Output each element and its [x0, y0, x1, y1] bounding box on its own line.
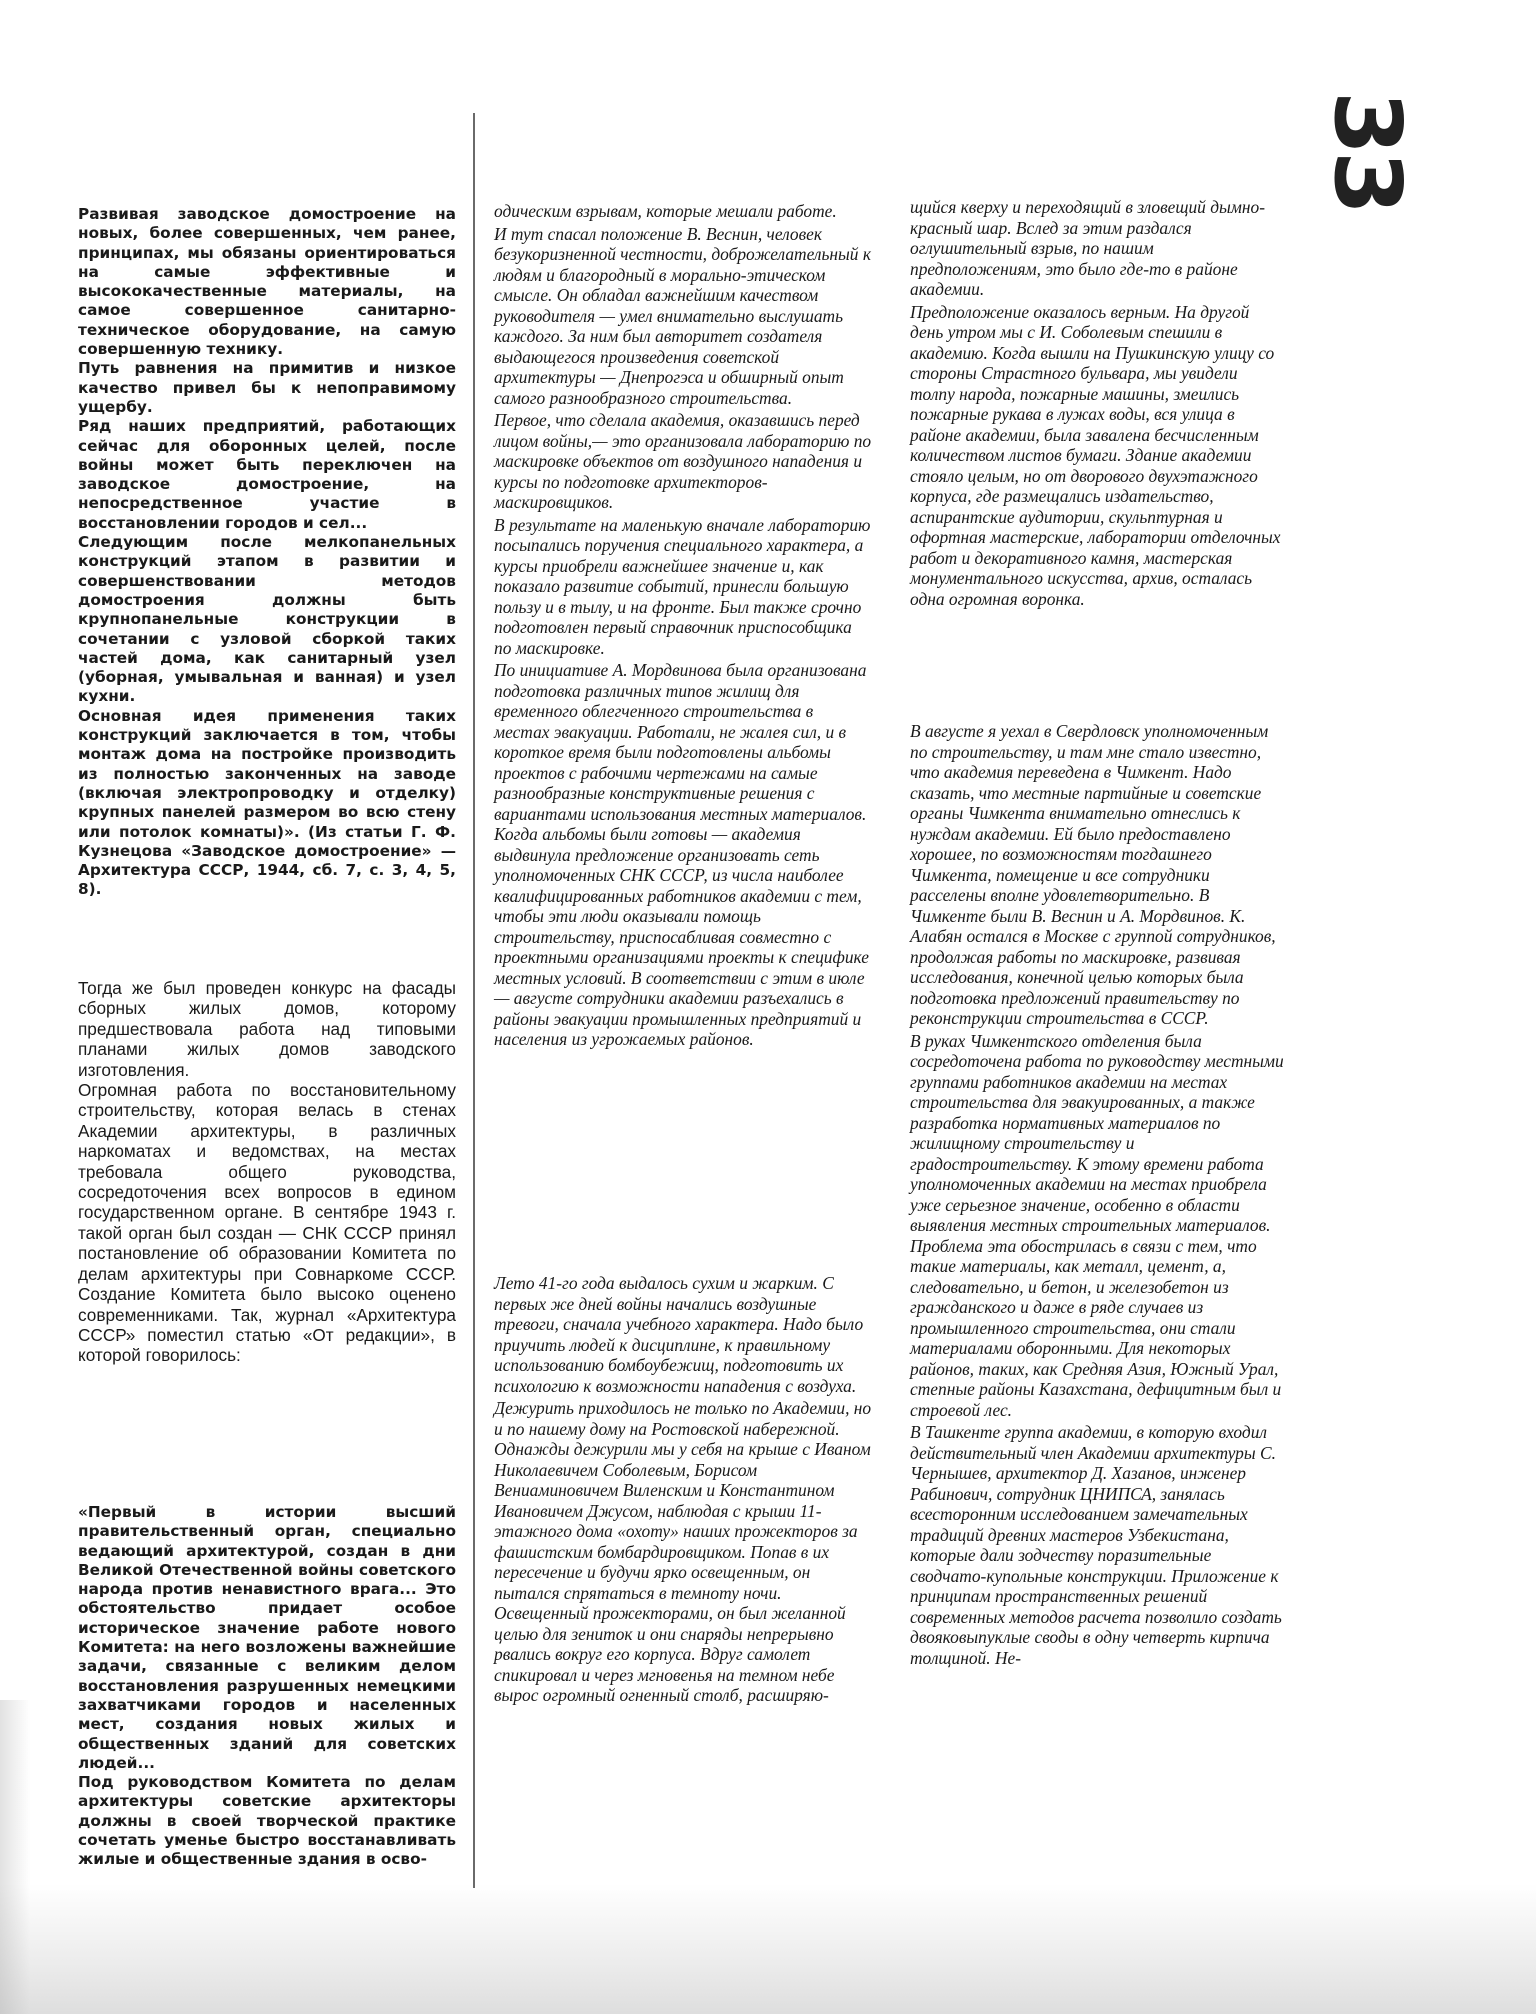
paragraph: Тогда же был проведен конкурс на фасады сборных жилых домов, которому предшествовала работа над типовыми планами жилых домов заводского изготовления. [78, 978, 456, 1080]
paragraph: Предположение оказалось верным. На другой день утром мы с И. Соболевым спешили в академию. Когда вышли на Пушкинскую улицу со стороны Страстного бульвара, мы увидели толпу народа, пожарные машины, змеились пожарные рукава в лужах воды, вся улица в районе академии, была завалена бесчисленным количеством листов бумаги. Здание академии стояло целым, но от дворового двухэтажного корпуса, где размещались издательство, аспирантские аудитории, скульптурная и офортная мастерские, лаборатории отделочных работ и декоративного камня, мастерская монументального искусства, архив, осталась одна огромная воронка. [910, 301, 1281, 609]
page-edge-shadow [0, 1884, 1536, 2014]
paragraph: Лето 41-го года выдалось сухим и жарким. С первых же дней войны начались воздушные тревоги, сначала учебного характера. Надо было приучить людей к дисциплине, к правильному использованию бомбоубежищ, подготовить их психологию к возможности нападения с воздуха. [494, 1273, 864, 1396]
paragraph: В Ташкенте группа академии, в которую входил действительный член Академии архитектуры С. Чернышев, архитектор Д. Хазанов, инженер Рабинович, сотрудник ЦНИПСА, занялась всесторонним исследованием замечательных традиций древних мастеров Узбекистана, которые дали зодчеству поразительные сводчато-купольные конструкции. Приложение к принципам пространственных решений современных методов расчета позволило создать двояковыпуклые своды в одну четверть кирпича толщиной. Не- [910, 1422, 1282, 1668]
paragraph: Огромная работа по восстановительному строительству, которая велась в стенах Академии архитектуры, в различных наркоматах и ведомствах, на местах требовала общего руководства, сосредоточения всех вопросов в едином государственном органе. В сентябре 1943 г. такой орган был создан — СНК СССР принял постановление об образовании Комитета по делам архитектуры при Совнаркоме СССР. Создание Комитета было высоко оценено современниками. Так, журнал «Архитектура СССР» поместил статью «От редакции», в которой говорилось: [78, 1080, 456, 1366]
paragraph: «Первый в истории высший правительственный орган, специально ведающий архитектурой, создан в дни Великой Отечественной войны советского народа против ненавистного врага... Это обстоятельство придает особое историческое значение работе нового Комитета: на него возложены важнейшие задачи, связанные с великим делом восстановления разрушенных немецкими захватчиками городов и населенных мест, создания новых жилых и общественных зданий для советских людей... [78, 1503, 456, 1772]
page-number: 33 [1314, 90, 1422, 212]
paragraph: В августе я уехал в Свердловск уполномоченным по строительству, и там мне стало известно, что академия переведена в Чимкент. Надо сказать, что местные партийные и советские органы Чимкента внимательно отнеслись к нуждам академии. Ей было предоставлено хорошее, по возможностям тогдашнего Чимкента, помещение и все сотрудники расселены вполне удовлетворительно. В Чимкенте были В. Веснин и А. Мордвинов. К. Алабян остался в Москве с группой сотрудников, продолжая работы по маскировке, развивая исследования, конечной целью которых была подготовка предложений правительству по реконструкции строительства в СССР. [910, 721, 1276, 1028]
paragraph: Первое, что сделала академия, оказавшись перед лицом войны,— это организовала лабораторию по маскировке объектов от воздушного нападения и курсы по подготовке архитекторов-маскировщиков. [494, 410, 872, 512]
paragraph: И тут спасал положение В. Веснин, человек безукоризненной честности, доброжелательный к людям и благородный в морально-этическом смысле. Он обладал важнейшим качеством руководителя — умел внимательно выслушать каждого. За ним был авторитет создателя выдающегося произведения советской архитектуры — Днепрогэса и обширный опыт самого разнообразного строительства. [494, 223, 871, 408]
memoir-block-col2-top [494, 201, 872, 1050]
paragraph: Ряд наших предприятий, работающих сейчас для оборонных целей, после войны может быть переключен на заводское домостроение, на непосредственное участие в восстановлении городов и сел... [78, 417, 456, 532]
quote-block-top [78, 205, 456, 900]
memoir-block-col3-bottom [910, 721, 1286, 1668]
paragraph: щийся кверху и переходящий в зловещий дымно-красный шар. Вслед за этим раздался оглушительный взрыв, по нашим предположениям, это было где-то в районе академии. [910, 197, 1266, 299]
column-divider [473, 113, 475, 1888]
paragraph: Развивая заводское домостроение на новых, более совершенных, чем ранее, принципах, мы обязаны ориентироваться на самые эффективные и высококачественные материалы, на самое совершенное санитарно-техническое оборудование, на самую совершенную технику. [78, 205, 456, 359]
paragraph: Следующим после мелкопанельных конструкций этапом в развитии и совершенствовании методов домостроения должны быть крупнопанельные конструкции в сочетании с узловой сборкой таких частей дома, как санитарный узел (уборная, умывальная и ванная) и узел кухни. [78, 533, 456, 706]
paragraph: Путь равнения на примитив и низкое качество привел бы к непоправимому ущербу. [78, 359, 456, 416]
paragraph: По инициативе А. Мордвинова была организована подготовка различных типов жилищ для временного облегченного строительства в местах эвакуации. Работали, не жалея сил, и в короткое время были подготовлены альбомы проектов с рабочими чертежами на самые разнообразные конструктивные решения с вариантами использования местных материалов. Когда альбомы были готовы — академия выдвинула предложение организовать сеть уполномоченных СНК СССР, из числа наиболее квалифицированных работников академии с тем, чтобы эти люди оказывали помощь строительству, приспосабливая совместно с проектными организациями проекты к специфике местных условий. В соответствии с этим в июле — августе сотрудники академии разъехались в районы эвакуации промышленных предприятий и населения из угрожаемых районов. [494, 660, 869, 1049]
paragraph: В руках Чимкентского отделения была сосредоточена работа по руководству местными группами работников академии на местах строительства для эвакуированных, а также разработка нормативных материалов по жилищному строительству и градостроительству. К этому времени работа уполномоченных академии на местах приобрела уже серьезное значение, особенно в области выявления местных строительных материалов. Проблема эта обострилась в связи с тем, что такие материалы, как металл, цемент, а, следовательно, и бетон, и железобетон из гражданского и даже в ряде случаев из промышленного строительства, они стали материалами оборонными. Для некоторых районов, таких, как Средняя Азия, Южный Урал, степные районы Казахстана, дефицитным был и строевой лес. [910, 1030, 1284, 1420]
paragraph: Дежурить приходилось не только по Академии, но и по нашему дому на Ростовской набережной. Однажды дежурили мы у себя на крыше с Иваном Николаевичем Соболевым, Борисом Вениаминовичем Виленским и Константином Ивановичем Джусом, наблюдая с крыши 11-этажного дома «охоту» наших прожекторов за фашистским бомбардировщиком. Попав в их пересечение и будучи ярко освещенным, он пытался спрятаться в темноту ночи. Освещенный прожекторами, он был желанной целью для зениток и они снаряды непрерывно рвались вокруг его корпуса. Вдруг самолет спикировал и через мгновенья на темном небе вырос огромный огненный столб, расширяю- [494, 1398, 872, 1705]
paragraph: В результате на маленькую вначале лабораторию посыпались поручения специального характера, а курсы приобрели важнейшее значение и, как показало развитие событий, принесли большую пользу и в тылу, и на фронте. Был также срочно подготовлен первый справочник приспособщика по маскировке. [494, 514, 871, 658]
paragraph: Под руководством Комитета по делам архитектуры советские архитекторы должны в своей творческой практике сочетать уменье быстро восстанавливать жилые и общественные здания в осво- [78, 1773, 456, 1869]
paragraph: одическим взрывам, которые мешали работе. [494, 201, 837, 221]
body-text-block [78, 978, 456, 1366]
quote-block-bottom [78, 1503, 456, 1870]
memoir-block-col3-top [910, 197, 1286, 609]
memoir-block-col2-bottom [494, 1273, 872, 1706]
page-edge-shadow-left [0, 1700, 30, 2014]
paragraph: Основная идея применения таких конструкций заключается в том, чтобы монтаж дома на постройке производить из полностью законченных на заводе (включая электропроводку и отделку) крупных панелей размером во всю стену или потолок комнаты)». (Из статьи Г. Ф. Кузнецова «Заводское домостроение» — Архитектура СССР, 1944, сб. 7, с. 3, 4, 5, 8). [78, 706, 456, 899]
